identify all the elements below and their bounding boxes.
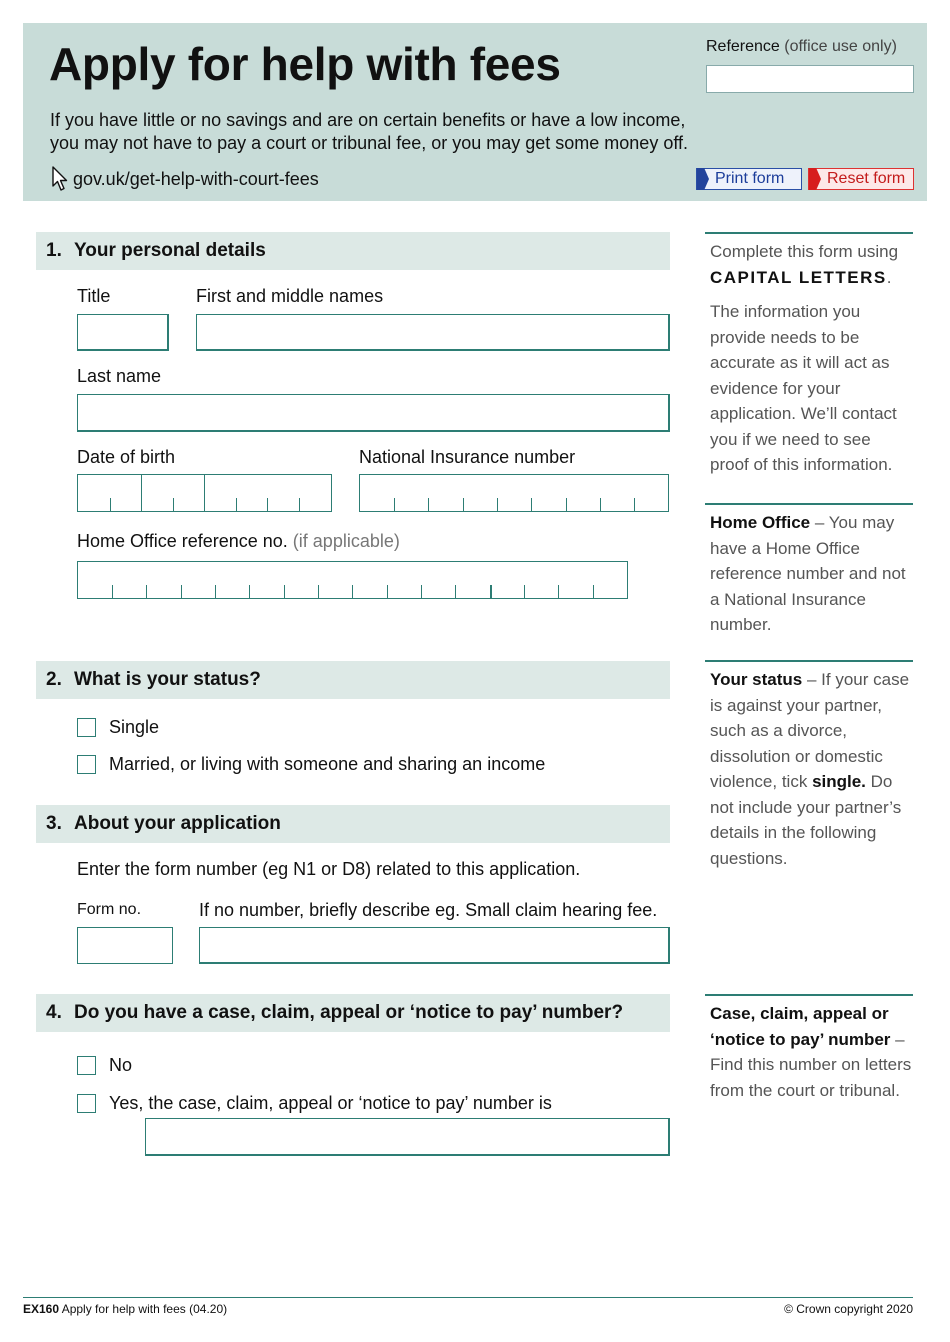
sidebar-case-note: Case, claim, appeal or ‘notice to pay’ number – Find this number on letters from the court or tribunal.: [705, 994, 913, 1103]
intro-text: If you have little or no savings and are on certain benefits or have a low income, you may not have to pay a court or tribunal fee, or you may get some money off.: [50, 110, 689, 153]
home-office-label: Home Office reference no. (if applicable): [77, 531, 400, 551]
guidance-link-row: [51, 166, 319, 192]
title-label: Title: [77, 286, 111, 306]
first-names-input[interactable]: [196, 314, 670, 351]
home-office-input[interactable]: [77, 561, 628, 599]
footer-form-id: EX160 Apply for help with fees (04.20): [23, 1302, 228, 1316]
form-number-instruction: Enter the form number (eg N1 or D8) related to this application.: [77, 859, 581, 879]
sidebar-home-office-note: Home Office – You may have a Home Office reference number and not a National Insurance number.: [705, 503, 913, 638]
section-2-heading: 2. What is your status?: [36, 661, 670, 699]
reference-input[interactable]: [706, 65, 914, 93]
title-input[interactable]: [77, 314, 169, 351]
status-married-option[interactable]: Married, or living with someone and sharing an income: [77, 754, 545, 775]
form-no-input[interactable]: [77, 927, 173, 964]
describe-label: If no number, briefly describe eg. Small claim hearing fee.: [199, 900, 658, 920]
sidebar-evidence-text: The information you provide needs to be accurate as it will act as evidence for your application. We’ll contact you if we need to see proof of this information.: [710, 302, 897, 474]
print-tag-icon: [697, 168, 709, 190]
section-4-heading: 4. Do you have a case, claim, appeal or ‘notice to pay’ number?: [36, 994, 670, 1032]
section-1-heading: 1. Your personal details: [36, 232, 670, 270]
footer-copyright: © Crown copyright 2020: [784, 1302, 913, 1316]
section-3-heading: 3. About your application: [36, 805, 670, 843]
sidebar-capitals-note: Complete this form using CAPITAL LETTERS. The information you provide needs to be accurate as it will act as evidence for your application. We’ll contact you if we need to see proof of this information.: [705, 232, 913, 478]
ni-label: National Insurance number: [359, 447, 576, 467]
dob-input[interactable]: [77, 474, 332, 512]
page-title: Apply for help with fees: [49, 38, 561, 90]
guidance-link[interactable]: gov.uk/get-help-with-court-fees: [73, 168, 319, 189]
describe-input[interactable]: [199, 927, 670, 964]
reset-form-button[interactable]: Reset form: [808, 168, 914, 190]
status-single-option[interactable]: Single: [77, 717, 159, 738]
first-names-label: First and middle names: [196, 286, 384, 306]
reset-tag-icon: [809, 168, 821, 190]
last-name-label: Last name: [77, 366, 162, 386]
status-married-checkbox[interactable]: [77, 755, 96, 774]
print-form-button[interactable]: Print form: [696, 168, 802, 190]
form-header: [23, 23, 927, 201]
case-number-input[interactable]: [145, 1118, 670, 1156]
footer-divider: [23, 1297, 913, 1298]
case-number-no-option[interactable]: No: [77, 1055, 132, 1076]
dob-label: Date of birth: [77, 447, 176, 467]
sidebar-status-note: Your status – If your case is against your partner, such as a divorce, dissolution or domestic violence, tick single. Do not include your partner’s details in the following questions.: [705, 660, 913, 871]
status-single-checkbox[interactable]: [77, 718, 96, 737]
cursor-arrow-icon: [51, 166, 69, 192]
ni-input[interactable]: [359, 474, 669, 512]
case-number-no-checkbox[interactable]: [77, 1056, 96, 1075]
reference-label: Reference (office use only): [706, 38, 897, 55]
form-no-label: Form no.: [77, 901, 142, 918]
case-number-yes-option[interactable]: Yes, the case, claim, appeal or ‘notice to pay’ number is: [77, 1093, 552, 1114]
case-number-yes-checkbox[interactable]: [77, 1094, 96, 1113]
last-name-input[interactable]: [77, 394, 670, 432]
